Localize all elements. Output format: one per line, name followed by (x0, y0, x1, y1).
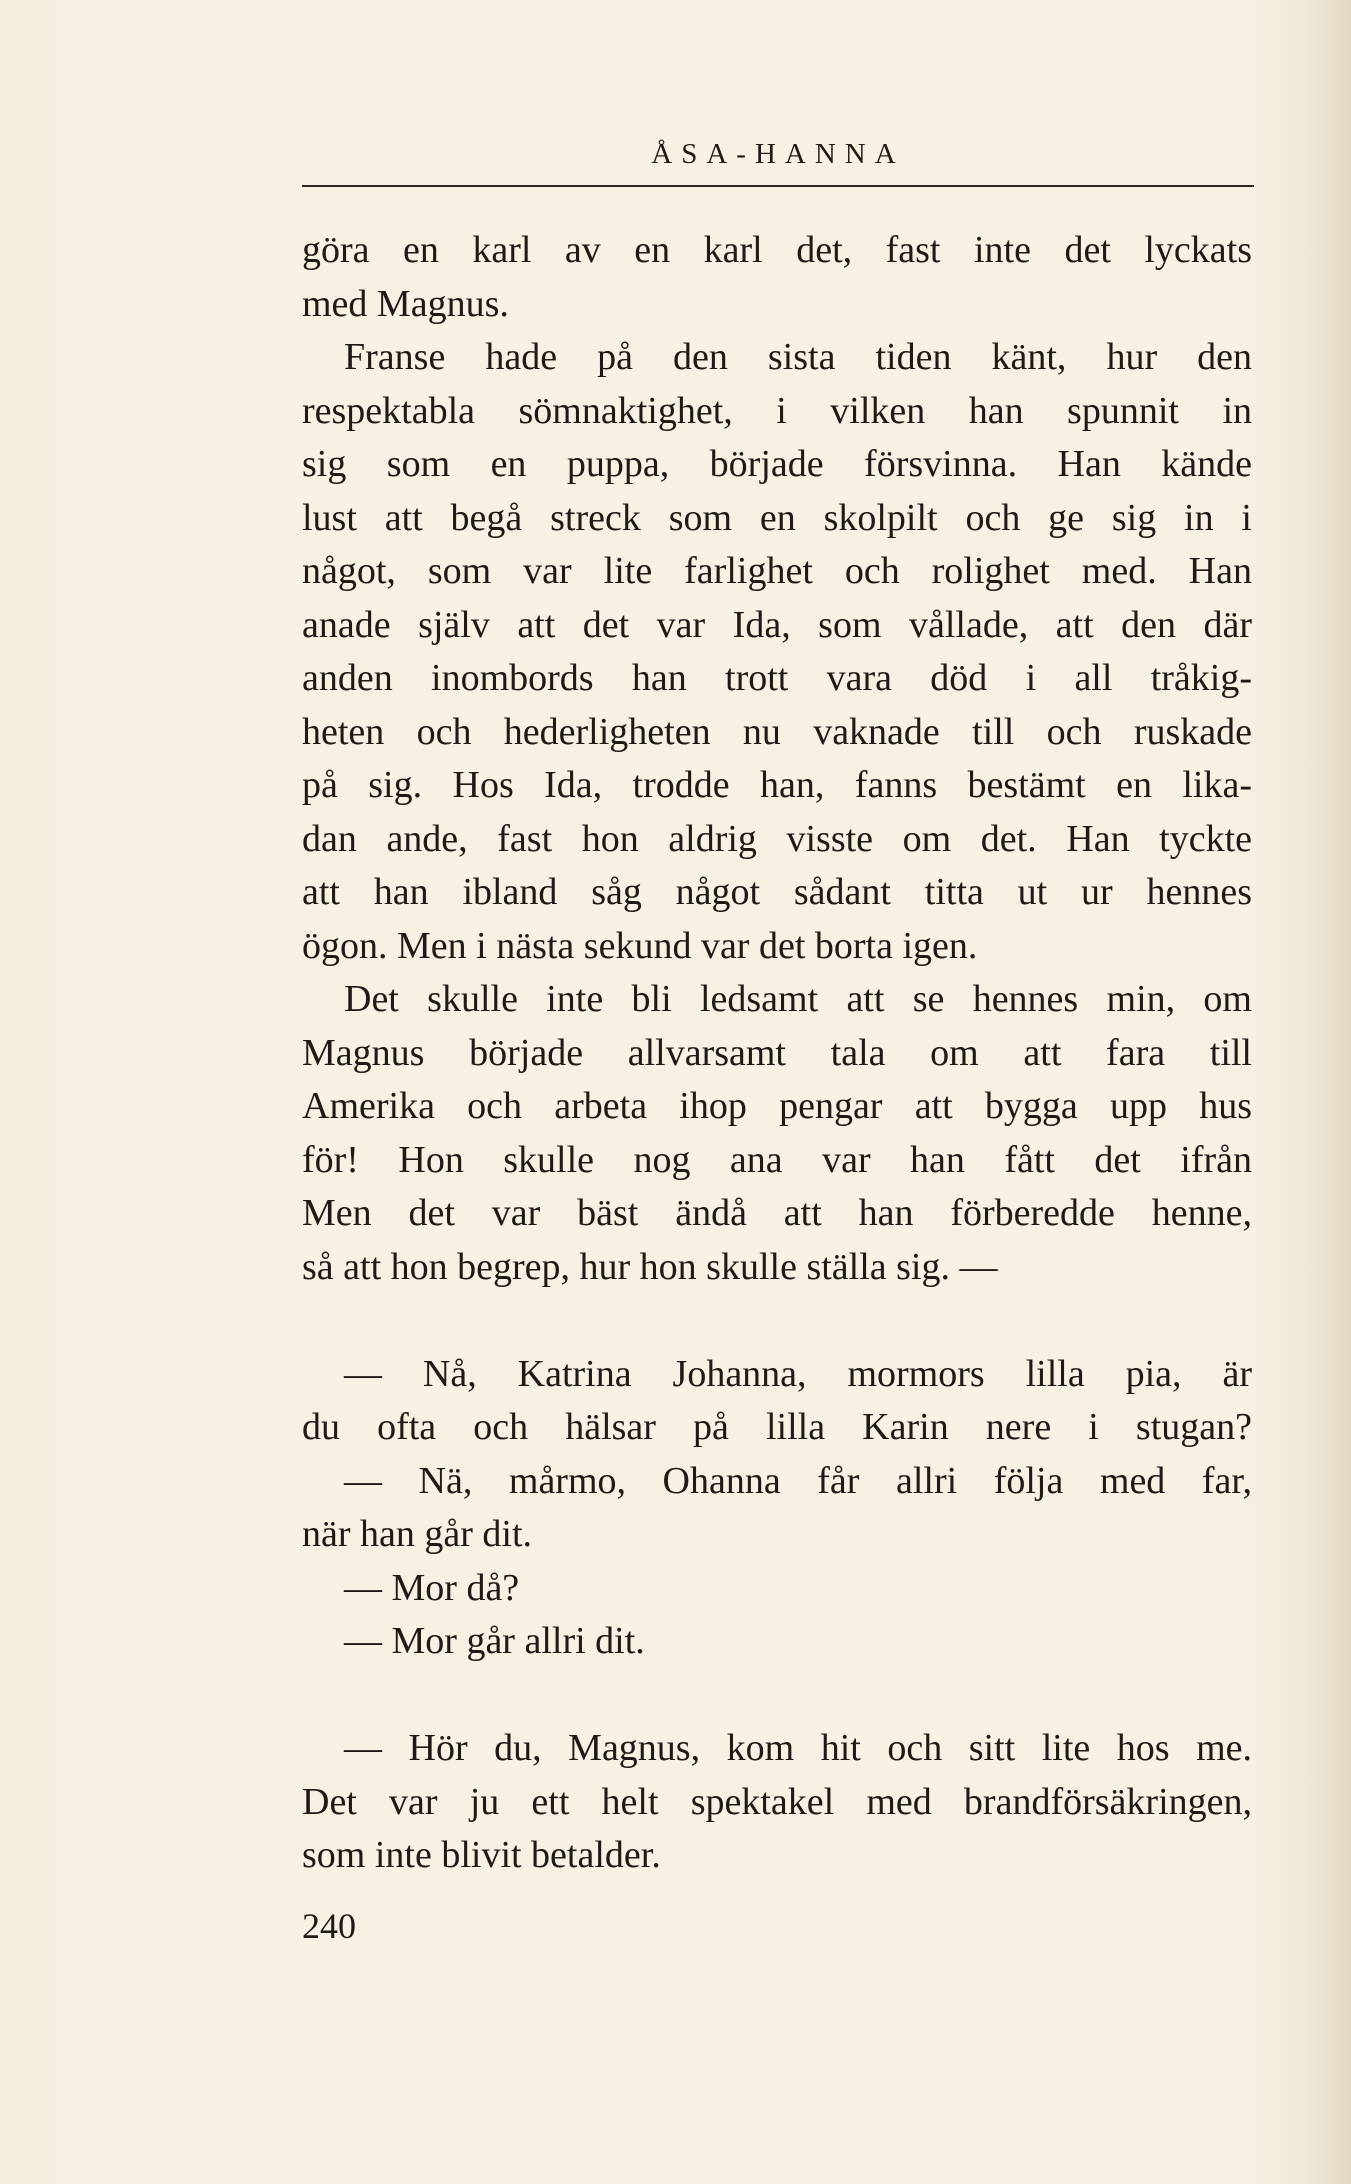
text-line: dan ande, fast hon aldrig visste om det. Han tyckte (302, 817, 1252, 860)
text-line: — Mor då? (344, 1566, 520, 1609)
text-line: du ofta och hälsar på lilla Karin nere i stugan? (302, 1406, 1252, 1448)
text-line: Magnus började allvarsamt tala om att fara till (302, 1031, 1252, 1074)
text-line: på sig. Hos Ida, trodde han, fanns bestämt en lika- (302, 764, 1252, 806)
text-line: med Magnus. (302, 282, 509, 325)
text-line: som inte blivit betalder. (302, 1834, 661, 1876)
text-line: att han ibland såg något sådant titta ut ur hennes (302, 871, 1252, 913)
text-line: — Nå, Katrina Johanna, mormors lilla pia, är (344, 1352, 1252, 1395)
text-line: — Nä, mårmo, Ohanna får allri följa med far, (344, 1459, 1252, 1502)
running-head: ÅSA-HANNA (651, 138, 905, 170)
blank-line (302, 1294, 1252, 1348)
text-line: Franse hade på den sista tiden känt, hur den (344, 336, 1252, 378)
text-line: — Mor går allri dit. (344, 1620, 645, 1662)
text-line: Det var ju ett helt spektakel med brandförsäkringen, (302, 1780, 1252, 1823)
blank-line (302, 1669, 1252, 1723)
header-rule (302, 185, 1254, 187)
text-line: Amerika och arbeta ihop pengar att bygga upp hus (302, 1085, 1252, 1127)
text-line: anade själv att det var Ida, som vållade, att den där (302, 603, 1252, 646)
text-line: Men det var bäst ändå att han förberedde henne, (302, 1192, 1252, 1234)
text-line: så att hon begrep, hur hon skulle ställa sig. — (302, 1245, 998, 1288)
text-line: något, som var lite farlighet och rolighet med. Han (302, 550, 1252, 592)
text-line: heten och hederligheten nu vaknade till och ruskade (302, 710, 1252, 753)
body-text (302, 224, 1252, 1883)
text-line: lust att begå streck som en skolpilt och ge sig in i (302, 496, 1252, 539)
text-line: för! Hon skulle nog ana var han fått det ifrån (302, 1138, 1252, 1181)
text-line: anden inombords han trott vara död i all tråkig- (302, 657, 1252, 699)
text-line: Det skulle inte bli ledsamt att se hennes min, om (344, 978, 1252, 1020)
text-line: ögon. Men i nästa sekund var det borta igen. (302, 924, 978, 967)
text-line: — Hör du, Magnus, kom hit och sitt lite hos me. (344, 1727, 1252, 1769)
text-line: sig som en puppa, började försvinna. Han kände (302, 443, 1252, 485)
text-line: göra en karl av en karl det, fast inte det lyckats (302, 229, 1252, 271)
text-line: respektabla sömnaktighet, i vilken han spunnit in (302, 389, 1252, 432)
text-line: när han går dit. (302, 1513, 533, 1555)
page-number: 240 (302, 1906, 356, 1946)
